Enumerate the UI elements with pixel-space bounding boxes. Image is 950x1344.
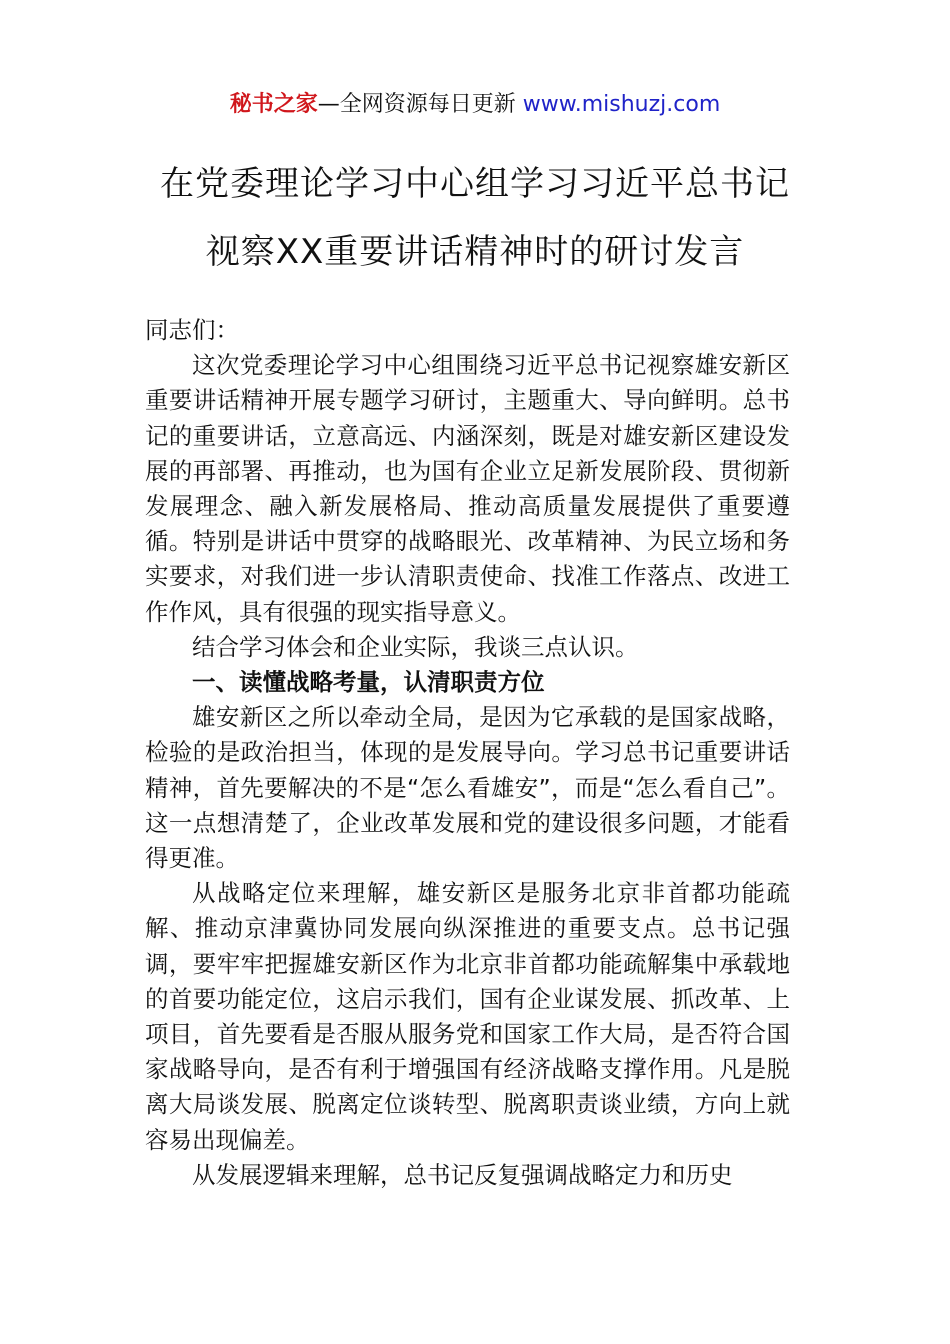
paragraph: 结合学习体会和企业实际，我谈三点认识。 — [192, 632, 639, 661]
site-header — [0, 88, 950, 122]
paragraph: 雄安新区之所以牵动全局，是因为它承载的是国家战略，检验的是政治担当，体现的是发展导向。学习总书记重要讲话精神，首先要解决的不是“怎么看雄安”，而是“怎么看自己”。这一点想清楚了，企业改革发展和党的建设很多问题，才能看得更准。 — [145, 703, 790, 873]
paragraph: 从发展逻辑来理解，总书记反复强调战略定力和历史 — [192, 1160, 733, 1189]
paragraph: 这次党委理论学习中心组围绕习近平总书记视察雄安新区重要讲话精神开展专题学习研讨，主题重大、导向鲜明。总书记的重要讲话，立意高远、内涵深刻，既是对雄安新区建设发展的再部署、再推动，也为国有企业立足新发展阶段、贯彻新发展理念、融入新发展格局、推动高质量发展提供了重要遵循。特别是讲话中贯穿的战略眼光、改革精神、为民立场和务实要求，对我们进一步认清职责使命、找准工作落点、改进工作作风，具有很强的现实指导意义。 — [145, 351, 790, 626]
document-title — [0, 150, 950, 286]
brand-name: 秘书之家 — [229, 92, 318, 117]
paragraph: 从战略定位来理解，雄安新区是服务北京非首都功能疏解、推动京津冀协同发展向纵深推进的重要支点。总书记强调，要牢牢把握雄安新区作为北京非首都功能疏解集中承载地的首要功能定位，这启示我们，国有企业谋发展、抓改革、上项目，首先要看是否服从服务党和国家工作大局，是否符合国家战略导向，是否有利于增强国有经济战略支撑作用。凡是脱离大局谈发展、脱离定位谈转型、脱离职责谈业绩，方向上就容易出现偏差。 — [145, 879, 790, 1154]
section-heading: 一、读懂战略考量，认清职责方位 — [192, 668, 545, 697]
header-tagline: —全网资源每日更新 — [317, 92, 516, 117]
title-line-1: 在党委理论学习中心组学习习近平总书记 — [160, 164, 790, 204]
salutation: 同志们： — [145, 316, 239, 344]
title-line-2: 视察XX重要讲话精神时的研讨发言 — [205, 232, 745, 272]
document-body — [145, 313, 790, 1193]
site-url-link[interactable]: www.mishuzj.com — [522, 92, 721, 117]
